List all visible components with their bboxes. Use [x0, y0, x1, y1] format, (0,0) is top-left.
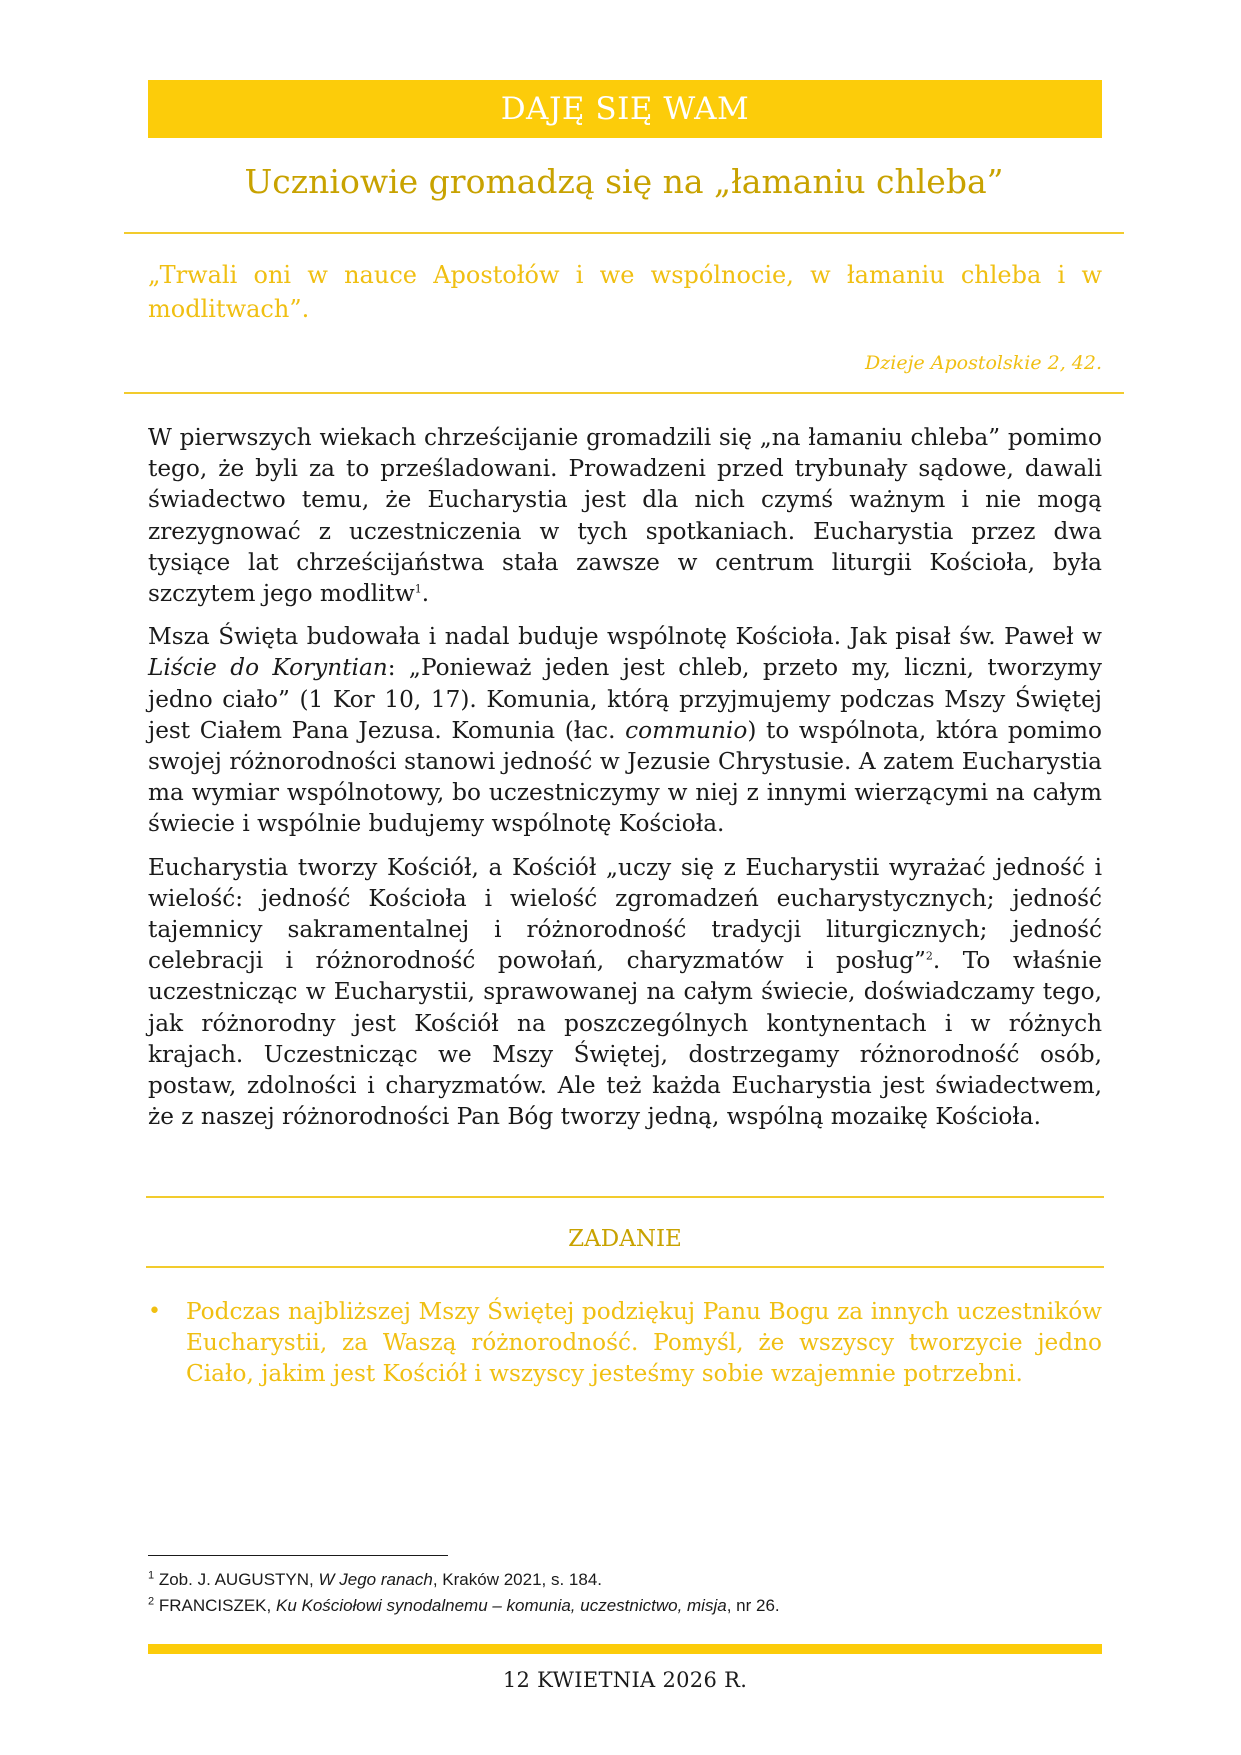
paragraph-2	[148, 621, 1102, 839]
footnote-2-part-a: FRANCISZEK,	[154, 1596, 276, 1615]
paragraph-2-part-b: : „Ponieważ jeden jest chleb, przeto my, liczni, tworzymy jedno ciało” (1 Kor 10, 17). Komunia, którą przyjmujemy podczas Mszy Świętej jest Ciałem Pana Jezusa. Komunia (łac.	[148, 654, 1103, 744]
paragraph-1	[148, 422, 1102, 609]
footnote-ref-1: 1	[414, 582, 422, 596]
paragraph-3	[148, 852, 1102, 1133]
footnote-1	[148, 1570, 1102, 1590]
paragraph-1-end: .	[421, 580, 430, 608]
bullet-icon: •	[148, 1299, 161, 1324]
divider-top	[124, 232, 1124, 234]
divider-task-bottom	[146, 1266, 1104, 1268]
paragraph-3-part-b: . To właśnie uczestnicząc w Eucharystii, sprawowanej na całym świecie, doświadczamy tego, jak różnorodny jest Kościół na poszczególnych kontynentach i w różnych krajach. Uczestnicząc we Mszy Świętej, dostrzegamy różnorodność osób, postaw, zdolności i charyzmatów. Ale też każda Eucharystia jest świadectwem, że z naszej różnorodności Pan Bóg tworzy jedną, wspólną mozaikę Kościoła.	[148, 947, 1102, 1131]
footnote-ref-2: 2	[925, 949, 933, 963]
footnote-2-number: 2	[148, 1595, 155, 1608]
paragraph-2-part-a: Msza Święta budowała i nadal buduje wspólnotę Kościoła. Jak pisał św. Paweł w	[148, 623, 1102, 651]
footnote-1-part-b: , Kraków 2021, s. 184.	[432, 1570, 602, 1589]
divider-task-top	[146, 1196, 1104, 1198]
bible-quote: „Trwali oni w nauce Apostołów i we wspólnocie, w łamaniu chleba i w modlitwach”.	[148, 261, 1102, 323]
paragraph-3-part-a: Eucharystia tworzy Kościół, a Kościół „uczy się z Eucharystii wyrażać jedność i wielość: jedność Kościoła i wielość zgromadzeń eucharystycznych; jedność tajemnicy sakramentalnej i różnorodność tradycji liturgicznych; jedność celebracji i różnorodność powołań, charyzmatów i posług”	[148, 853, 1102, 975]
paragraph-2-part-c: ) to wspólnota, która pomimo swojej różnorodności stanowi jedność w Jezusie Chrystusie. A zatem Eucharystia ma wymiar wspólnotowy, bo uczestniczymy w niej z innymi wierzącymi na całym świecie i wspólnie budujemy wspólnotę Kościoła.	[148, 716, 1102, 838]
task-list-item	[148, 1296, 1102, 1389]
banner-text: DAJĘ SIĘ WAM	[500, 91, 750, 127]
footnote-2-part-b: , nr 26.	[726, 1596, 780, 1615]
article-body	[148, 422, 1102, 1144]
footnote-2	[148, 1596, 1102, 1616]
footnote-2-title: Ku Kościołowi synodalnemu – komunia, uczestnictwo, misja	[275, 1596, 727, 1615]
footer-bar	[148, 1644, 1102, 1654]
quote-source: Dzieje Apostolskie 2, 42.	[865, 352, 1102, 374]
paragraph-1-text: W pierwszych wiekach chrześcijanie gromadzili się „na łamaniu chleba” pomimo tego, że byli za to prześladowani. Prowadzeni przed trybunały sądowe, dawali świadectwo temu, że Eucharystia jest dla nich czymś ważnym i nie mogą zrezygnować z uczestniczenia w tych spotkaniach. Eucharystia przez dwa tysiące lat chrześcijaństwa stała zawsze w centrum liturgii Kościoła, była szczytem jego modlitw	[148, 424, 1102, 608]
paragraph-2-italic-term: communio	[625, 716, 748, 744]
task-text: Podczas najbliższej Mszy Świętej podziękuj Panu Bogu za innych uczestników Eucharystii, za Waszą różnorodność. Pomyśl, że wszyscy tworzycie jedno Ciało, jakim jest Kościół i wszyscy jesteśmy sobie wzajemnie potrzebni.	[186, 1298, 1102, 1387]
footnote-separator	[148, 1555, 448, 1556]
divider-quote	[124, 392, 1124, 394]
footer-date: 12 KWIETNIA 2026 R.	[502, 1668, 748, 1692]
task-title: ZADANIE	[568, 1226, 682, 1252]
footnote-1-title: W Jego ranach	[318, 1570, 433, 1589]
footnote-1-number: 1	[148, 1569, 155, 1582]
page-title: Uczniowie gromadzą się na „łamaniu chleba”	[244, 162, 1004, 201]
footnote-1-part-a: Zob. J. AUGUSTYN,	[154, 1570, 319, 1589]
paragraph-2-italic-title: Liście do Koryntian	[148, 654, 388, 682]
header-banner	[148, 80, 1102, 138]
